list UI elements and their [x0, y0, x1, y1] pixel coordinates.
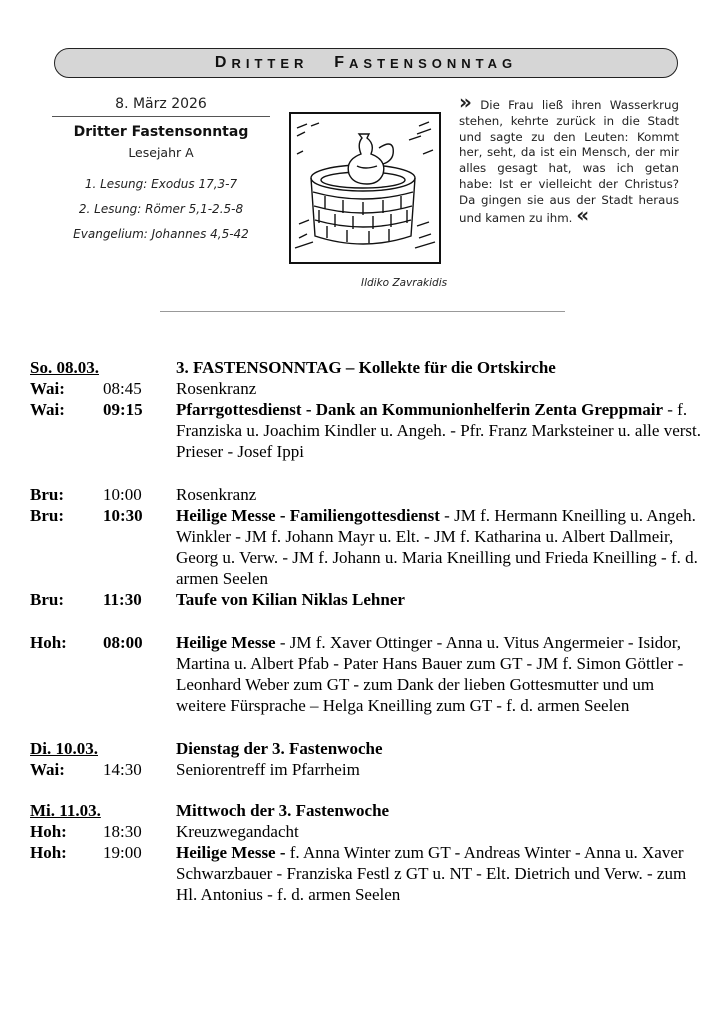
day-header — [30, 738, 702, 759]
schedule-entry — [30, 505, 702, 589]
entry-description: Seniorentreff im Pfarrheim — [176, 760, 360, 779]
entry-text — [176, 632, 702, 716]
entry-location: Hoh: — [30, 633, 67, 652]
entry-description: - JM f. Xaver Ottinger - Anna u. Vitus Angermeier - Isidor, Martina u. Albert Pfab - Pater Hans Bauer zum GT - JM f. Simon Göttler - Leonhard Weber zum GT - zum Dank der lieben Gottesmutter und um weitere Fürsprache – Helga Kneilling zum GT - f. d. armen Seelen — [176, 633, 684, 715]
section-divider — [160, 311, 565, 312]
entry-location: Wai: — [30, 400, 65, 419]
reading-gospel: Evangelium: Johannes 4,5-42 — [73, 227, 249, 241]
entry-location: Wai: — [30, 379, 65, 398]
liturgy-year: Lesejahr A — [128, 145, 194, 160]
entry-time: 08:45 — [103, 379, 142, 398]
entry-text — [176, 399, 702, 462]
entry-description: Kreuzwegandacht — [176, 822, 299, 841]
entry-text — [176, 589, 702, 610]
reading-first: 1. Lesung: Exodus 17,3-7 — [84, 177, 238, 191]
entry-text — [176, 821, 702, 842]
entry-location: Bru: — [30, 506, 64, 525]
entry-time: 08:00 — [103, 633, 143, 652]
entry-title: Pfarrgottesdienst - Dank an Kommunionhelferin Zenta Greppmair — [176, 400, 664, 419]
well-illustration — [289, 112, 441, 264]
service-schedule — [30, 357, 702, 905]
day-date: Mi. 11.03. — [30, 801, 101, 820]
entry-time: 14:30 — [103, 760, 142, 779]
schedule-entry — [30, 821, 702, 842]
schedule-entry — [30, 759, 702, 780]
day-title: Dienstag der 3. Fastenwoche — [176, 739, 383, 758]
entry-time: 18:30 — [103, 822, 142, 841]
banner-initial: F — [334, 54, 350, 71]
entry-text — [176, 378, 702, 399]
entry-time: 11:30 — [103, 590, 142, 609]
entry-description: - JM f. Hermann Kneilling u. Angeh. Winkler - JM f. Johann Mayr u. Elt. - JM f. Katharina u. Albert Dallmeir, Georg u. Verw. - JM f. Johann u. Maria Kneilling und Frieda Kneilling - f. d. armen Seelen — [176, 506, 698, 588]
entry-time: 10:30 — [103, 506, 143, 525]
reading-second: 2. Lesung: Römer 5,1-2.5-8 — [78, 202, 244, 216]
well-jug-drawing — [291, 114, 439, 262]
liturgy-sunday-title: Dritter Fastensonntag — [73, 124, 249, 140]
day-title: 3. FASTENSONNTAG – Kollekte für die Ortskirche — [176, 358, 556, 377]
entry-location: Bru: — [30, 590, 64, 609]
entry-location: Hoh: — [30, 822, 67, 841]
entry-location: Bru: — [30, 485, 64, 504]
readings-list — [52, 172, 270, 247]
entry-description: Rosenkranz — [176, 485, 257, 504]
schedule-entry — [30, 842, 702, 905]
entry-text — [176, 759, 702, 780]
quote-close-mark: « — [576, 202, 590, 227]
day-title: Mittwoch der 3. Fastenwoche — [176, 801, 390, 820]
image-caption: Ildiko Zavrakidis — [361, 277, 448, 289]
quote-open-mark: » — [459, 90, 472, 114]
page-banner — [54, 48, 678, 78]
schedule-entry — [30, 589, 702, 610]
entry-time: 10:00 — [103, 485, 142, 504]
schedule-entry — [30, 484, 702, 505]
day-header — [30, 800, 702, 821]
liturgy-date: 8. März 2026 — [52, 96, 270, 117]
entry-time: 19:00 — [103, 843, 142, 862]
entry-description: - f. Franziska u. Joachim Kindler u. Angeh. - Pfr. Franz Marksteiner u. alle verst. Prieser - Josef Ippi — [176, 400, 701, 461]
liturgy-info — [52, 96, 270, 247]
schedule-entry — [30, 378, 702, 399]
entry-title: Heilige Messe — [176, 633, 276, 652]
schedule-entry — [30, 632, 702, 716]
day-date: So. 08.03. — [30, 358, 99, 377]
entry-text — [176, 842, 702, 905]
entry-description: f. Anna Winter zum GT - Andreas Winter - Anna u. Xaver Schwarzbauer - Franziska Festl z GT u. NT - Elt. Dietrich und Verw. - zum Hl. Antonius - f. d. armen Seelen — [176, 843, 687, 904]
day-date: Di. 10.03. — [30, 739, 98, 758]
entry-title: Heilige Messe - Familiengottesdienst — [176, 506, 440, 525]
entry-location: Wai: — [30, 760, 65, 779]
quote-text: Die Frau ließ ihren Wasserkrug stehen, kehrte zurück in die Stadt und sagte zu den Leuten: Kommt her, seht, da ist ein Mensch, der mir alles gesagt hat, was ich getan habe: Ist er vielleicht der Christus? Da gingen sie aus der Stadt heraus und kamen zu ihm. — [459, 98, 679, 225]
banner-word: RITTER — [231, 55, 309, 71]
schedule-entry — [30, 399, 702, 462]
entry-location: Hoh: — [30, 843, 67, 862]
entry-text — [176, 484, 702, 505]
banner-initial: D — [214, 54, 232, 71]
entry-text — [176, 505, 702, 589]
gospel-quote — [459, 90, 679, 227]
entry-title: Taufe von Kilian Niklas Lehner — [176, 590, 405, 609]
entry-time: 09:15 — [103, 400, 143, 419]
entry-description: Rosenkranz — [176, 379, 257, 398]
entry-title: Heilige Messe - — [176, 843, 286, 862]
banner-word: ASTENSONNTAG — [349, 55, 518, 71]
day-header — [30, 357, 702, 378]
